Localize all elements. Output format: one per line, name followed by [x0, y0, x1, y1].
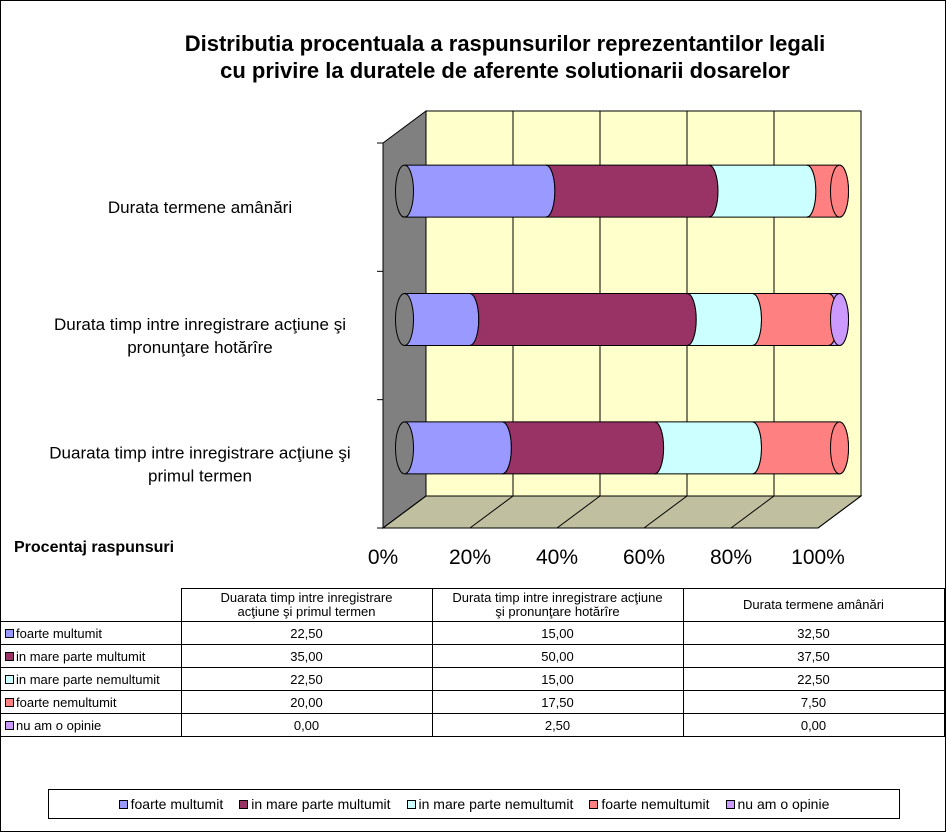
x-tick-label: 100%: [791, 546, 845, 569]
chart-title-line-1: Distributia procentuala a raspunsurilor reprezentantilor legali: [184, 31, 826, 56]
data-table-cell: 7,50: [683, 691, 944, 714]
data-table-header-cat-3-line-1: Durata termene amânări: [743, 597, 884, 612]
data-table: [0, 588, 945, 737]
data-table-cell: 20,00: [181, 691, 432, 714]
data-table-series-label: [1, 714, 182, 737]
data-table-cell: 22,50: [181, 622, 432, 645]
data-table-row: [1, 691, 945, 714]
data-table-cell: 2,50: [432, 714, 683, 737]
legend-item: [239, 796, 390, 812]
data-table-cell: 0,00: [181, 714, 432, 737]
chart-title-line-2: cu privire la duratele de aferente solutionarii dosarelor: [220, 58, 790, 83]
data-table-cell: 15,00: [432, 622, 683, 645]
data-table-cell: 32,50: [683, 622, 944, 645]
series-key-swatch: [5, 675, 14, 684]
bar-end-cap: [831, 422, 849, 474]
category-label: Durata timp intre inregistrare acţiune şi: [54, 315, 346, 334]
data-table-series-label: [1, 645, 182, 668]
bar-segment: [502, 422, 663, 474]
category-label: Duarata timp intre inregistrare acţiune şi: [49, 443, 351, 463]
legend-label: in mare parte nemultumit: [418, 796, 574, 812]
chart-legend: [48, 789, 900, 819]
category-label: primul termen: [148, 466, 252, 486]
series-name: in mare parte multumit: [16, 648, 146, 664]
bar-segment: [753, 294, 838, 346]
data-table-cell: 50,00: [432, 645, 683, 668]
data-table-row: [1, 645, 945, 668]
data-table-series-label: [1, 668, 182, 691]
data-table-cell: 22,50: [683, 668, 944, 691]
data-table-header-row: [1, 589, 945, 622]
bar-segment: [470, 294, 697, 346]
legend-swatch: [239, 800, 248, 809]
x-tick-label: 80%: [709, 546, 753, 569]
data-table-cell: 35,00: [181, 645, 432, 668]
x-tick-label: 60%: [622, 546, 666, 569]
series-name: in mare parte nemultumit: [16, 671, 160, 687]
legend-label: foarte multumit: [130, 796, 224, 812]
data-table-corner: [1, 589, 182, 622]
data-table-cell: 0,00: [683, 714, 944, 737]
legend-swatch: [119, 800, 128, 809]
data-table-cell: 17,50: [432, 691, 683, 714]
bar-segment: [655, 422, 762, 474]
series-name: foarte nemultumit: [16, 694, 117, 710]
legend-item: [119, 796, 224, 812]
series-name: nu am o opinie: [16, 717, 102, 733]
legend-item: [589, 796, 709, 812]
data-table-cell: 15,00: [432, 668, 683, 691]
data-table-header-cat-1-line-1: Duarata timp intre inregistrare: [220, 590, 393, 605]
category-label: pronunţare hotărîre: [127, 338, 273, 357]
data-table-header-cat-2-line-1: Durata timp intre inregistrare acţiune: [452, 590, 663, 605]
plot-floor: [383, 496, 861, 528]
legend-swatch: [726, 800, 735, 809]
data-table-header-cat-1-line-2: acţiune şi primul termen: [237, 604, 376, 619]
bar-segment: [405, 422, 512, 474]
bar-segment: [546, 165, 718, 217]
data-table-cell: 22,50: [181, 668, 432, 691]
x-tick-label: 40%: [535, 546, 579, 569]
data-table-series-label: [1, 622, 182, 645]
bar-end-cap: [831, 165, 849, 217]
series-key-swatch: [5, 698, 14, 707]
x-axis-title: Procentaj raspunsuri: [14, 539, 175, 556]
legend-label: in mare parte multumit: [251, 796, 391, 812]
bar-segment: [405, 165, 555, 217]
x-tick-label: 0%: [367, 546, 399, 569]
data-table-row: [1, 714, 945, 737]
legend-swatch: [407, 800, 416, 809]
data-table-header-cat-2-line-2: şi pronunţare hotărîre: [495, 604, 620, 619]
bar-end-cap: [831, 294, 849, 346]
data-table-series-label: [1, 691, 182, 714]
legend-swatch: [589, 800, 598, 809]
legend-label: foarte nemultumit: [601, 796, 710, 812]
data-table-header-cat-2: [432, 589, 683, 622]
series-key-swatch: [5, 629, 14, 638]
bar-segment: [687, 294, 761, 346]
data-table-header-cat-1: [181, 589, 432, 622]
bar-segment: [405, 294, 479, 346]
category-label: Durata termene amânări: [107, 198, 293, 218]
data-table-row: [1, 668, 945, 691]
legend-item: [407, 796, 574, 812]
bar-segment: [709, 165, 816, 217]
data-table-row: [1, 622, 945, 645]
x-tick-label: 20%: [448, 546, 492, 569]
series-key-swatch: [5, 721, 14, 730]
series-name: foarte multumit: [16, 625, 102, 641]
data-table-header-cat-3: [683, 589, 944, 622]
legend-item: [726, 796, 830, 812]
data-table-cell: 37,50: [683, 645, 944, 668]
series-key-swatch: [5, 652, 14, 661]
legend-label: nu am o opinie: [737, 796, 830, 812]
